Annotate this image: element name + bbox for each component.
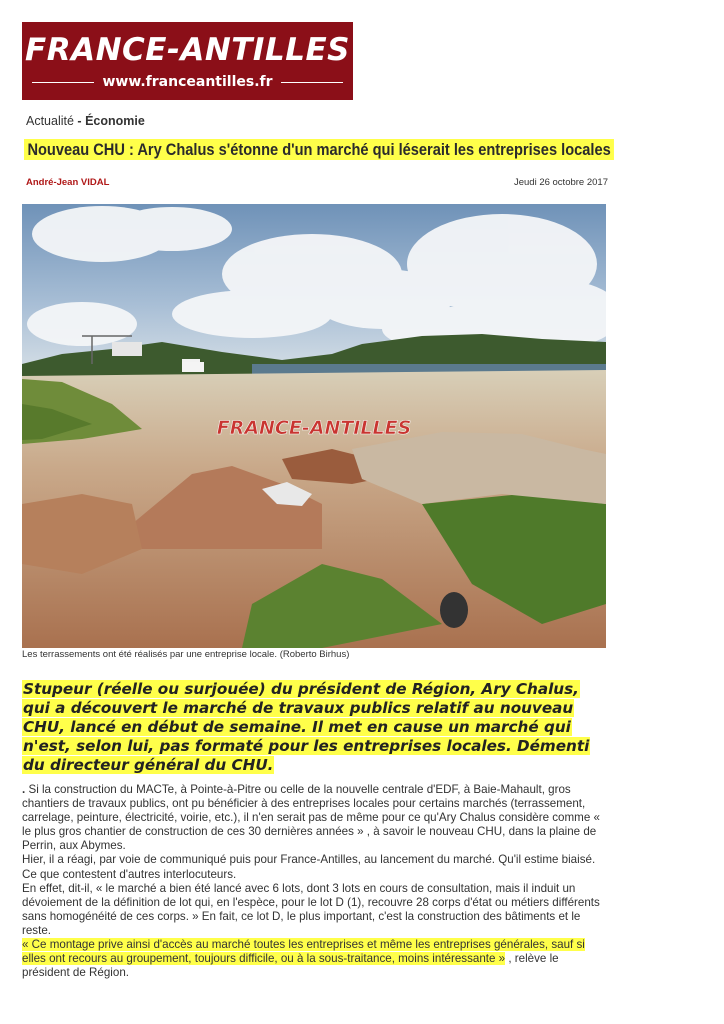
article-body — [22, 783, 602, 980]
bullet-marker: . — [22, 783, 26, 796]
article-date: Jeudi 26 octobre 2017 — [513, 177, 608, 188]
divider — [281, 82, 343, 83]
article-headline — [24, 137, 614, 163]
paragraph — [22, 938, 602, 980]
breadcrumb-section[interactable]: Économie — [85, 114, 145, 128]
masthead-name: FRANCE-ANTILLES — [25, 32, 350, 68]
breadcrumb-separator: - — [73, 114, 86, 128]
paragraph-text: Si la construction du MACTe, à Pointe-à-Pitre ou celle de la nouvelle centrale d'EDF, à Baie-Mahault, gros chantiers de travaux publics, ont pu bénéficier à des entreprises locales pour certains marchés (terrassement, carrelage, peinture, électricité, voirie, etc.), il n'en serait pas de même pour ce qu'Ary Chalus considère comme « le plus gros chantier de construction de ces 30 dernières années » , à savoir le nouveau CHU, dans la plaine de Perrin, aux Abymes. — [22, 783, 600, 853]
quote-highlight: « Ce montage prive ainsi d'accès au marché toutes les entreprises et même les entreprises générales, sauf si elles ont recours au groupement, toujours difficile, ou à la sous-traitance, moins intéressante » — [22, 938, 585, 966]
paragraph: Hier, il a réagi, par voie de communiqué puis pour France-Antilles, au lancement du marché. Qu'il estime biaisé. Ce que contestent d'autres interlocuteurs. — [22, 853, 596, 881]
divider — [32, 82, 94, 83]
lead-text: Stupeur (réelle ou surjouée) du président de Région, Ary Chalus, qui a découvert le marché de travaux publics relatif au nouveau CHU, lancé en début de semaine. Il met en cause un marché qui n'est, selon lui, pas formaté pour les entreprises locales. Démenti du directeur général du CHU. — [23, 680, 590, 774]
headline-text: Nouveau CHU : Ary Chalus s'étonne d'un marché qui léserait les entreprises locales — [24, 139, 614, 160]
article-lead — [22, 680, 602, 775]
masthead-logo[interactable] — [22, 22, 353, 100]
article-author[interactable]: André-Jean VIDAL — [26, 177, 110, 188]
construction-site-image — [22, 204, 606, 648]
photo-caption: Les terrassements ont été réalisés par une entreprise locale. (Roberto Birhus) — [22, 649, 350, 660]
masthead-url: www.franceantilles.fr — [102, 74, 273, 90]
breadcrumb-category[interactable]: Actualité — [26, 114, 74, 128]
paragraph — [22, 783, 602, 853]
article-photo — [22, 204, 606, 648]
breadcrumb — [26, 114, 145, 128]
photo-watermark: FRANCE-ANTILLES — [216, 417, 412, 439]
masthead-url-row — [22, 74, 353, 90]
paragraph: En effet, dit-il, « le marché a bien été lancé avec 6 lots, dont 3 lots en cours de consultation, mais il induit un dévoiement de la définition de lot qui, en l'espèce, pour le lot D (1), recouvre 28 corps d'état ou métiers différents sans homogénéité de ces corps. » En fait, ce lot D, le plus important, c'est la construction des bâtiments et le reste. — [22, 881, 600, 937]
quote-tail: , relève le président de Région. — [22, 952, 559, 980]
